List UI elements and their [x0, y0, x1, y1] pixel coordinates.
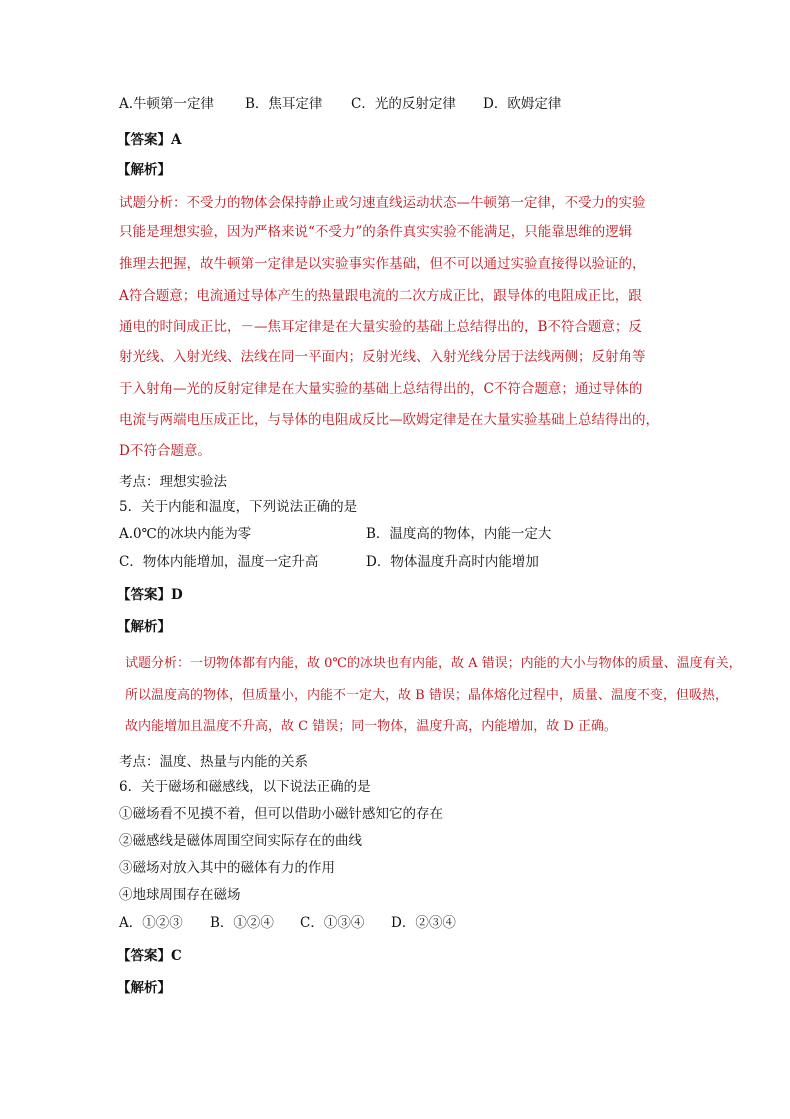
q5-question: 5．关于内能和温度，下列说法正确的是: [119, 499, 358, 515]
q6-analysis-label: 【解析】: [117, 980, 171, 996]
q4-analysis-line: 推理去把握，故牛顿第一定律是以实验事实作基础，但不可以通过实验直接得以验证的，: [119, 256, 646, 272]
q5-analysis-line: 试题分析：一切物体都有内能，故 0℃的冰块也有内能，故 A 错误；内能的大小与物体的质量、温度有关，: [125, 656, 742, 671]
q6-option-b: B．①②④: [210, 915, 274, 931]
q6-answer-label: 【答案】C: [117, 948, 182, 964]
q5-option-c: C．物体内能增加，温度一定升高: [119, 554, 319, 570]
q4-option-b: B．焦耳定律: [245, 96, 323, 112]
q4-options-row: [119, 94, 561, 114]
q4-analysis-line: D不符合题意。: [119, 443, 211, 459]
q4-analysis-line: 电流与两端电压成正比，与导体的电阻成反比—欧姆定律是在大量实验基础上总结得出的，: [119, 412, 659, 428]
q5-option-d: D．物体温度升高时内能增加: [366, 554, 539, 570]
q4-option-d: D．欧姆定律: [483, 96, 562, 112]
q4-analysis-line: 只能是理想实验，因为严格来说“不受力”的条件真实实验不能满足，只能靠思维的逻辑: [119, 224, 633, 240]
q6-statement: ②磁感线是磁体周围空间实际存在的曲线: [119, 833, 362, 849]
q6-options-row: [119, 913, 456, 933]
q6-option-d: D．②③④: [391, 915, 456, 931]
q4-analysis-line: 于入射角—光的反射定律是在大量实验的基础上总结得出的，C不符合题意；通过导体的: [119, 381, 643, 397]
q6-option-c: C．①③④: [300, 915, 365, 931]
q4-option-c: C．光的反射定律: [351, 96, 456, 112]
q6-question: 6．关于磁场和磁感线，以下说法正确的是: [119, 779, 371, 795]
q5-analysis-label: 【解析】: [117, 619, 171, 635]
q4-kaodian: 考点：理想实验法: [119, 474, 227, 490]
q6-statement: ③磁场对放入其中的磁体有力的作用: [119, 860, 335, 876]
q5-option-a: A.0℃的冰块内能为零: [119, 526, 252, 542]
q6-statement: ①磁场看不见摸不着，但可以借助小磁针感知它的存在: [119, 806, 443, 822]
q4-analysis-label: 【解析】: [117, 162, 171, 178]
q4-analysis-line: 通电的时间成正比，－—焦耳定律是在大量实验的基础上总结得出的，B不符合题意；反: [119, 319, 642, 335]
q4-analysis-line: 试题分析：不受力的物体会保持静止或匀速直线运动状态—牛顿第一定律，不受力的实验: [119, 195, 646, 211]
q6-option-a: A．①②③: [119, 915, 183, 931]
q4-analysis-line: A符合题意；电流通过导体产生的热量跟电流的二次方成正比，跟导体的电阻成正比，跟: [119, 288, 642, 304]
q4-option-a: A.牛顿第一定律: [119, 96, 215, 112]
q5-option-b: B．温度高的物体，内能一定大: [366, 526, 552, 542]
q5-analysis-line: 故内能增加且温度不升高，故 C 错误；同一物体，温度升高，内能增加，故 D 正确。: [125, 719, 617, 734]
q5-kaodian: 考点：温度、热量与内能的关系: [119, 754, 308, 770]
q5-analysis-line: 所以温度高的物体，但质量小，内能不一定大，故 B 错误；晶体熔化过程中，质量、温度不变，但吸热，: [125, 688, 728, 703]
q4-answer-label: 【答案】A: [117, 132, 182, 148]
q4-analysis-line: 射光线、入射光线、法线在同一平面内；反射光线、入射光线分居于法线两侧；反射角等: [119, 349, 646, 365]
q6-statement: ④地球周围存在磁场: [119, 887, 241, 903]
q5-answer-label: 【答案】D: [117, 587, 183, 603]
